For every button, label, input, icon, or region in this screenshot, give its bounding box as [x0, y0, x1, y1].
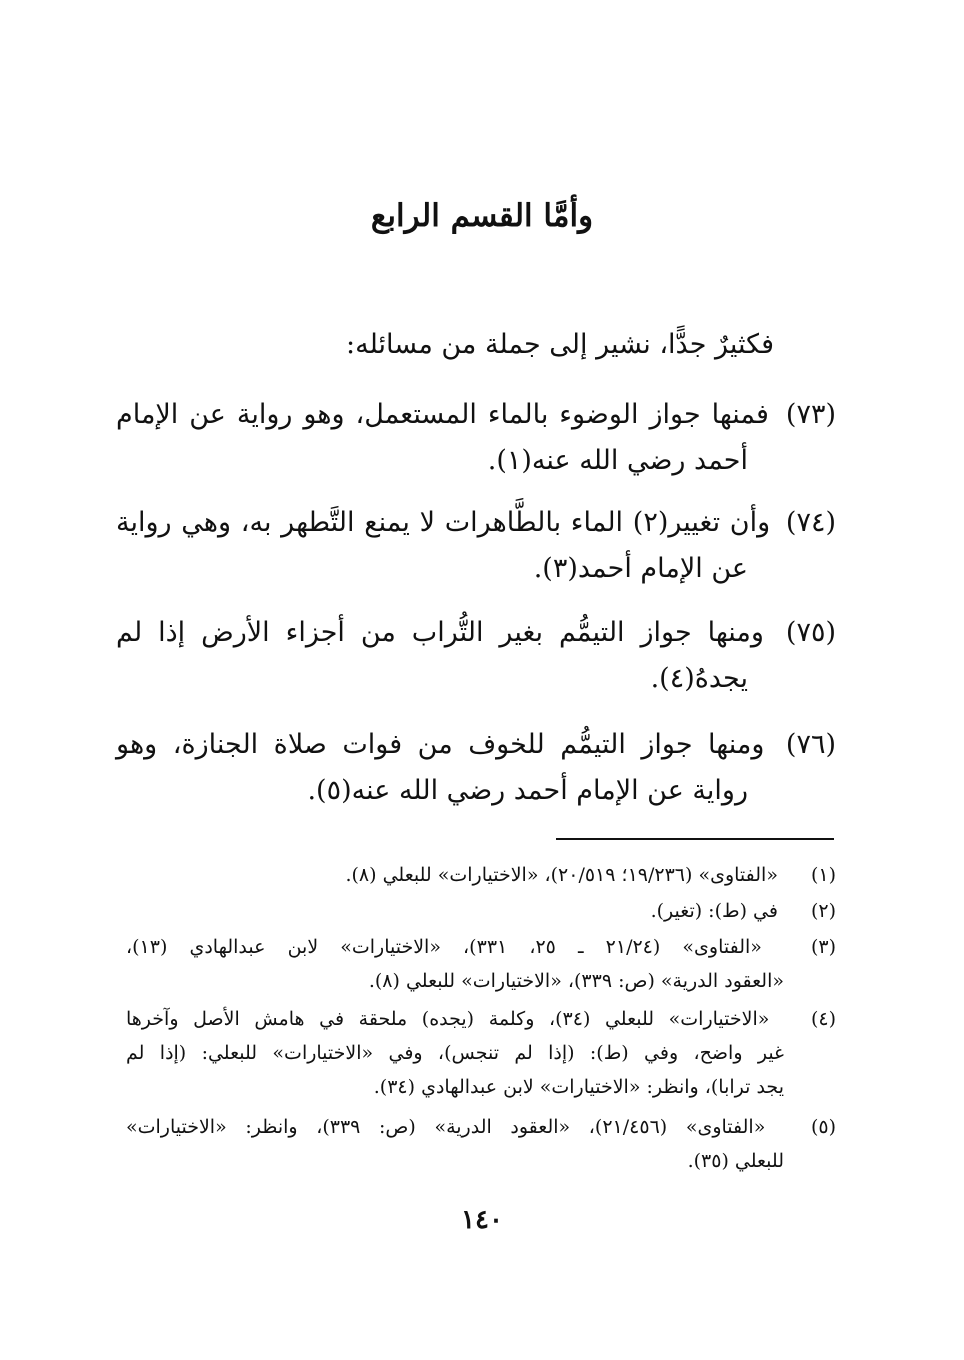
footnote-number: (٥) [810, 1116, 836, 1138]
issue-76 [116, 722, 836, 814]
footnote-line [126, 1110, 836, 1144]
footnote-text: «الفتاوى» (٢١/٢٤ ـ ٢٥، ٣٣١)، «الاختيارات» لابن عبدالهادي (١٣)، [126, 936, 762, 958]
issue-number: (٧٥) [785, 617, 836, 648]
issue-line [116, 722, 836, 768]
footnote-3 [126, 930, 836, 998]
issue-continuation: أحمد رضي الله عنه(١). [487, 445, 748, 476]
issue-continuation: يجدهُ(٤). [650, 663, 748, 694]
footnote-4 [126, 1002, 836, 1104]
intro-paragraph: فكثيرٌ جدًّا، نشير إلى جملة من مسائله: [346, 329, 774, 360]
page-number: ١٤٠ [461, 1205, 503, 1235]
footnote-number: (٤) [810, 1008, 836, 1030]
issue-line [116, 392, 836, 438]
issue-text: ومنها جواز التيمُّم للخوف من فوات صلاة الجنازة، وهو [116, 729, 765, 760]
footnote-line [126, 930, 836, 964]
footnote-text: في (ط): (تغير). [650, 900, 778, 922]
issue-line [116, 500, 836, 546]
footnote-continuation: للبعلي (٣٥). [687, 1150, 784, 1172]
footnote-continuation: غير واضح، وفي (ط): (إذا لم تنجس)، وفي «الاختيارات» للبعلي: (إذا لم [126, 1042, 784, 1064]
footnote-separator [556, 838, 834, 840]
footnote-line [126, 894, 836, 928]
footnote-5 [126, 1110, 836, 1178]
footnote-text: «الفتاوى» (٢١/٤٥٦)، «العقود الدرية» (ص: ٣٣٩)، وانظر: «الاختيارات» [126, 1116, 766, 1138]
footnote-2 [126, 894, 836, 928]
footnote-text: «الاختيارات» للبعلي (٣٤)، وكلمة (يجده) ملحقة في هامش الأصل وآخرها [126, 1008, 770, 1030]
issue-text: فمنها جواز الوضوء بالماء المستعمل، وهو رواية عن الإمام [116, 399, 769, 430]
footnote-number: (١) [810, 864, 836, 886]
footnote-1 [126, 858, 836, 892]
footnote-continuation: يجد ترابا)، وانظر: «الاختيارات» لابن عبدالهادي (٣٤). [373, 1076, 784, 1098]
issue-text: ومنها جواز التيمُّم بغير التُّراب من أجزاء الأرض إذا لم [116, 617, 764, 648]
footnote-number: (٣) [810, 936, 837, 958]
issue-continuation: رواية عن الإمام أحمد رضي الله عنه(٥). [307, 775, 748, 806]
issue-74 [116, 500, 836, 592]
footnote-line [126, 1002, 836, 1036]
issue-73 [116, 392, 836, 484]
issue-number: (٧٣) [785, 399, 836, 430]
footnote-line [126, 858, 836, 892]
issue-continuation: عن الإمام أحمد(٣). [533, 553, 748, 584]
section-title: وأمَّا القسم الرابع [370, 198, 594, 234]
issue-line [116, 610, 836, 656]
issue-75 [116, 610, 836, 702]
footnote-continuation: «العقود الدرية» (ص: ٣٣٩)، «الاختيارات» للبعلي (٨). [368, 970, 784, 992]
issue-number: (٧٦) [785, 729, 836, 760]
issue-text: وأن تغيير(٢) الماء بالطَّاهرات لا يمنع التَّطهر به، وهي رواية [116, 507, 771, 538]
footnote-text: «الفتاوى» (١٩/٢٣٦؛ ٢٠/٥١٩)، «الاختيارات» للبعلي (٨). [345, 864, 778, 886]
footnote-number: (٢) [810, 900, 836, 922]
issue-number: (٧٤) [785, 507, 836, 538]
